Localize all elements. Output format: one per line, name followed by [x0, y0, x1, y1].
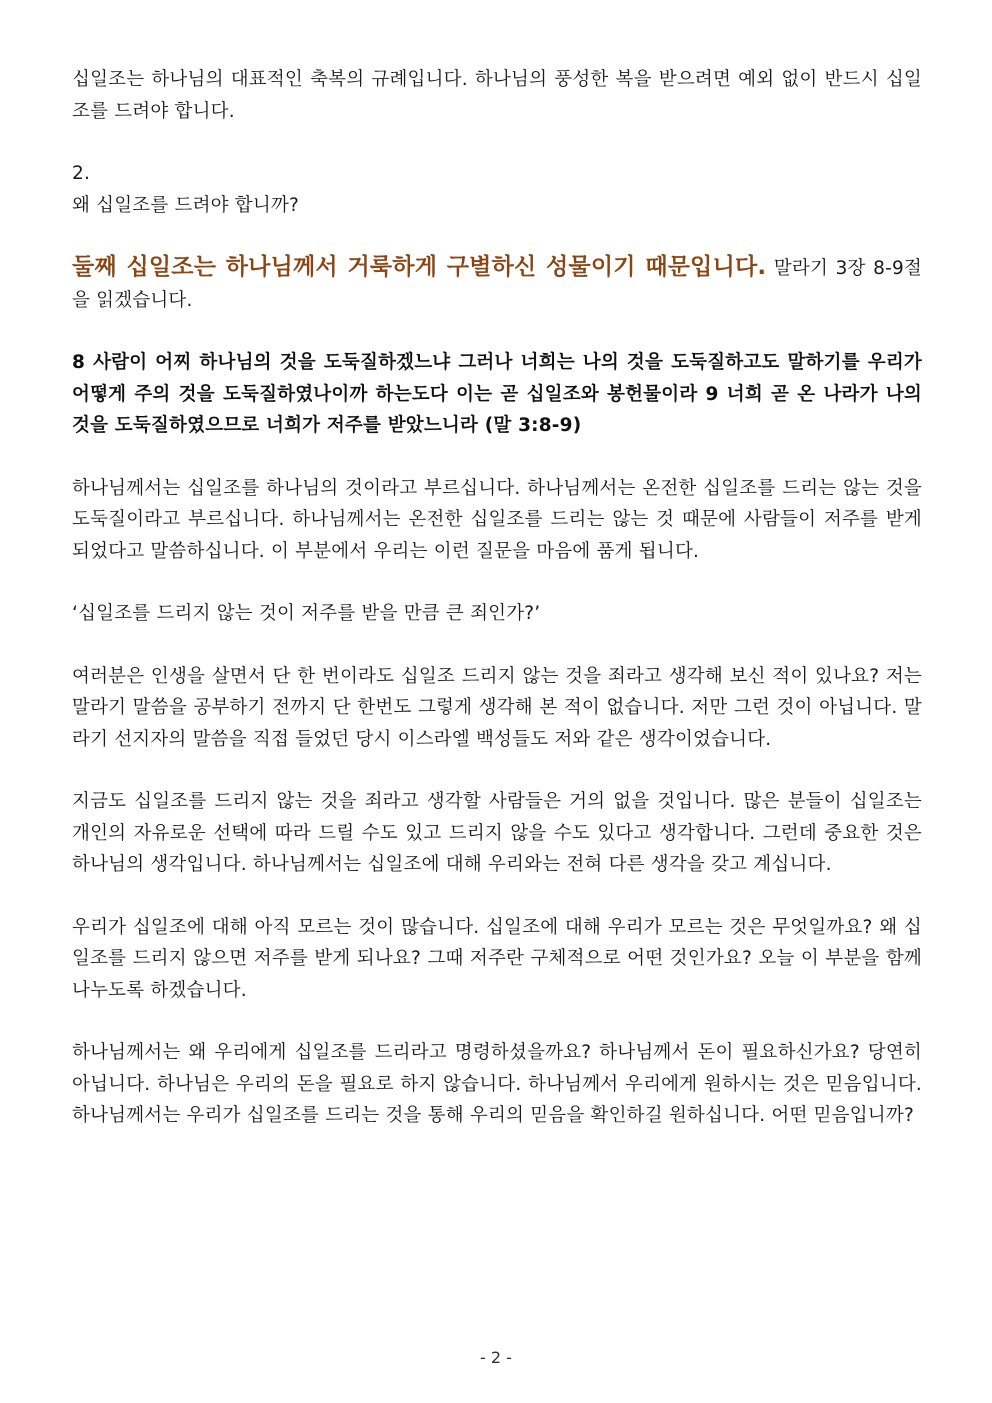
- paragraph-explanation: 하나님께서는 십일조를 하나님의 것이라고 부르십니다. 하나님께서는 온전한 십일조를 드리는 않는 것을 도둑질이라고 부르십니다. 하나님께서는 온전한 십일조를 드리는 않는 것 때문에 사람들이 저주를 받게 되었다고 말씀하십니다. 이 부분에서 우리는 이런 질문을 마음에 품게 됩니다.: [72, 477, 922, 562]
- spacer: [72, 442, 922, 473]
- spacer: [72, 755, 922, 786]
- spacer: [72, 221, 922, 252]
- section-question: 왜 십일조를 드려야 합니까?: [72, 194, 300, 216]
- spacer: [72, 630, 922, 661]
- document-body: [72, 64, 922, 1132]
- paragraph-reflection: 여러분은 인생을 살면서 단 한 번이라도 십일조 드리지 않는 것을 죄라고 생각해 보신 적이 있나요? 저는 말라기 말씀을 공부하기 전까지 단 한번도 그렇게 생각해 본 적이 없습니다. 저만 그런 것이 아닙니다. 말라기 선지자의 말씀을 직접 들었던 당시 이스라엘 백성들도 저와 같은 생각이었습니다.: [72, 665, 922, 750]
- spacer: [72, 127, 922, 158]
- section-heading: 둘째 십일조는 하나님께서 거룩하게 구별하신 성물이기 때문입니다.: [72, 254, 767, 280]
- section-heading-line: [72, 252, 922, 316]
- spacer: [72, 316, 922, 347]
- spacer: [72, 567, 922, 598]
- spacer: [72, 881, 922, 912]
- paragraph-questions: 우리가 십일조에 대해 아직 모르는 것이 많습니다. 십일조에 대해 우리가 모르는 것은 무엇일까요? 왜 십일조를 드리지 않으면 저주를 받게 되나요? 그때 저주란 구체적으로 어떤 것인가요? 오늘 이 부분을 함께 나누도록 하겠습니다.: [72, 916, 922, 1001]
- paragraph-today: 지금도 십일조를 드리지 않는 것을 죄라고 생각할 사람들은 거의 없을 것입니다. 많은 분들이 십일조는 개인의 자유로운 선택에 따라 드릴 수도 있고 드리지 않을 수도 있다고 생각합니다. 그런데 중요한 것은 하나님의 생각입니다. 하나님께서는 십일조에 대해 우리와는 전혀 다른 생각을 갖고 계십니다.: [72, 791, 922, 875]
- quoted-question: ‘십일조를 드리지 않는 것이 저주를 받을 만큼 큰 죄인가?’: [72, 603, 541, 624]
- paragraph-intro: 십일조는 하나님의 대표적인 축복의 규례입니다. 하나님의 풍성한 복을 받으려면 예외 없이 반드시 십일조를 드려야 합니다.: [72, 69, 922, 122]
- section-heading-tail: 말라기 3장 8-9절을 읽겠습니다.: [72, 258, 922, 311]
- spacer: [72, 1006, 922, 1037]
- page-number: - 2 -: [480, 1348, 512, 1367]
- section-number: 2.: [72, 163, 91, 184]
- scripture-verse: 8 사람이 어찌 하나님의 것을 도둑질하겠느냐 그러나 너희는 나의 것을 도둑질하고도 말하기를 우리가 어떻게 주의 것을 도둑질하였나이까 하는도다 이는 곧 십일조와 봉헌물이라 9 너희 곧 온 나라가 나의 것을 도둑질하였으므로 너희가 저주를 받았느니라 (말 3:8-9): [72, 352, 922, 436]
- paragraph-faith: 하나님께서는 왜 우리에게 십일조를 드리라고 명령하셨을까요? 하나님께서 돈이 필요하신가요? 당연히 아닙니다. 하나님은 우리의 돈을 필요로 하지 않습니다. 하나님께서 우리에게 원하시는 것은 믿음입니다. 하나님께서는 우리가 십일조를 드리는 것을 통해 우리의 믿음을 확인하길 원하십니다. 어떤 믿음입니까?: [72, 1042, 922, 1126]
